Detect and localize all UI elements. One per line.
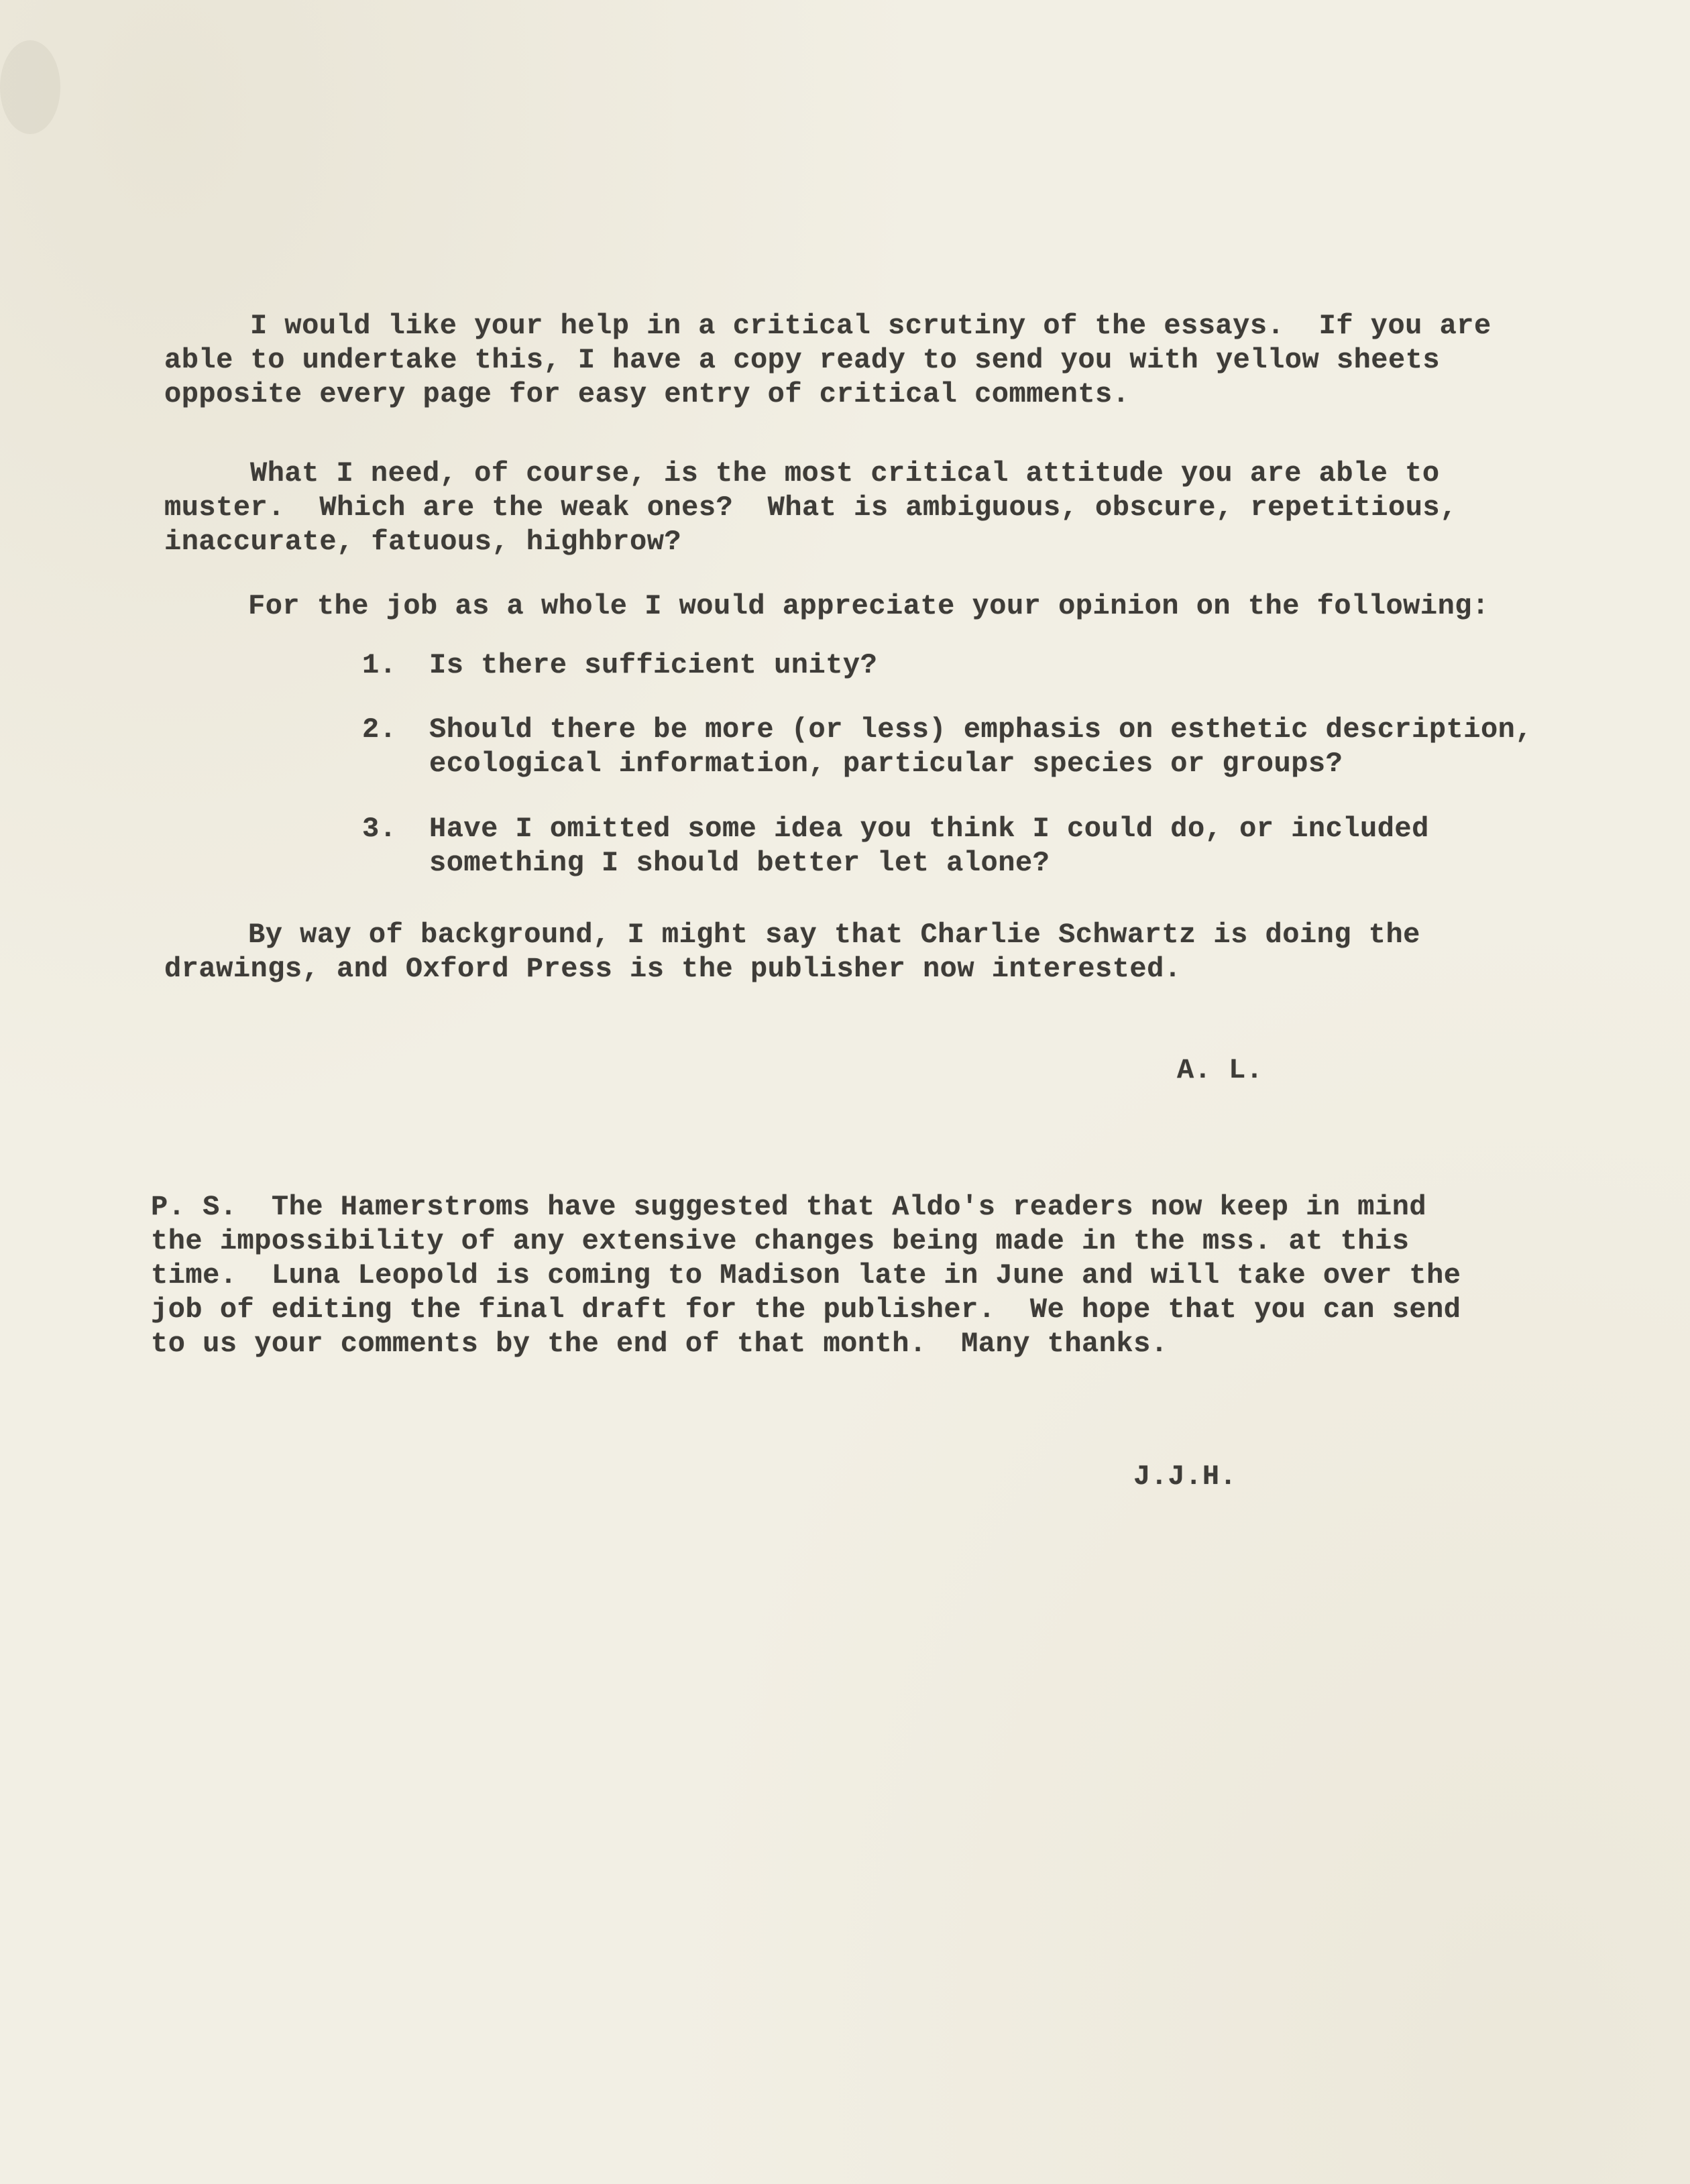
question2-number: 2. bbox=[362, 713, 397, 746]
signature-initials-al: A. L. bbox=[1177, 1054, 1263, 1086]
postscript-line3: time. Luna Leopold is coming to Madison late in June and will take over the bbox=[151, 1259, 1461, 1291]
paragraph2-line3: inaccurate, fatuous, highbrow? bbox=[164, 526, 682, 558]
paper-stain bbox=[0, 40, 60, 134]
signature-initials-jjh: J.J.H. bbox=[1133, 1460, 1237, 1493]
postscript-line1: P. S. The Hamerstroms have suggested that Aldo's readers now keep in mind bbox=[151, 1191, 1427, 1223]
question2-line2: ecological information, particular species or groups? bbox=[429, 748, 1343, 780]
question1-number: 1. bbox=[362, 649, 397, 681]
question3-number: 3. bbox=[362, 813, 397, 845]
paragraph1-line3: opposite every page for easy entry of critical comments. bbox=[164, 378, 1130, 410]
paragraph2-line1: What I need, of course, is the most critical attitude you are able to bbox=[250, 457, 1440, 490]
paragraph1-line2: able to undertake this, I have a copy ready to send you with yellow sheets bbox=[164, 344, 1441, 376]
paragraph1-line1: I would like your help in a critical scrutiny of the essays. If you are bbox=[250, 310, 1491, 342]
paragraph2-line2: muster. Which are the weak ones? What is ambiguous, obscure, repetitious, bbox=[164, 492, 1457, 524]
question3-line2: something I should better let alone? bbox=[429, 847, 1050, 879]
postscript-line5: to us your comments by the end of that month. Many thanks. bbox=[151, 1328, 1168, 1360]
question3-line1: Have I omitted some idea you think I could do, or included bbox=[429, 813, 1429, 845]
paragraph4-line2: drawings, and Oxford Press is the publisher now interested. bbox=[164, 953, 1182, 985]
postscript-line4: job of editing the final draft for the publisher. We hope that you can send bbox=[151, 1294, 1461, 1326]
paragraph4-line1: By way of background, I might say that Charlie Schwartz is doing the bbox=[248, 919, 1420, 951]
postscript-line2: the impossibility of any extensive changes being made in the mss. at this bbox=[151, 1225, 1410, 1257]
question2-line1: Should there be more (or less) emphasis on esthetic description, bbox=[429, 713, 1533, 746]
paragraph3-line1: For the job as a whole I would appreciate your opinion on the following: bbox=[248, 590, 1489, 622]
question1-line1: Is there sufficient unity? bbox=[429, 649, 878, 681]
